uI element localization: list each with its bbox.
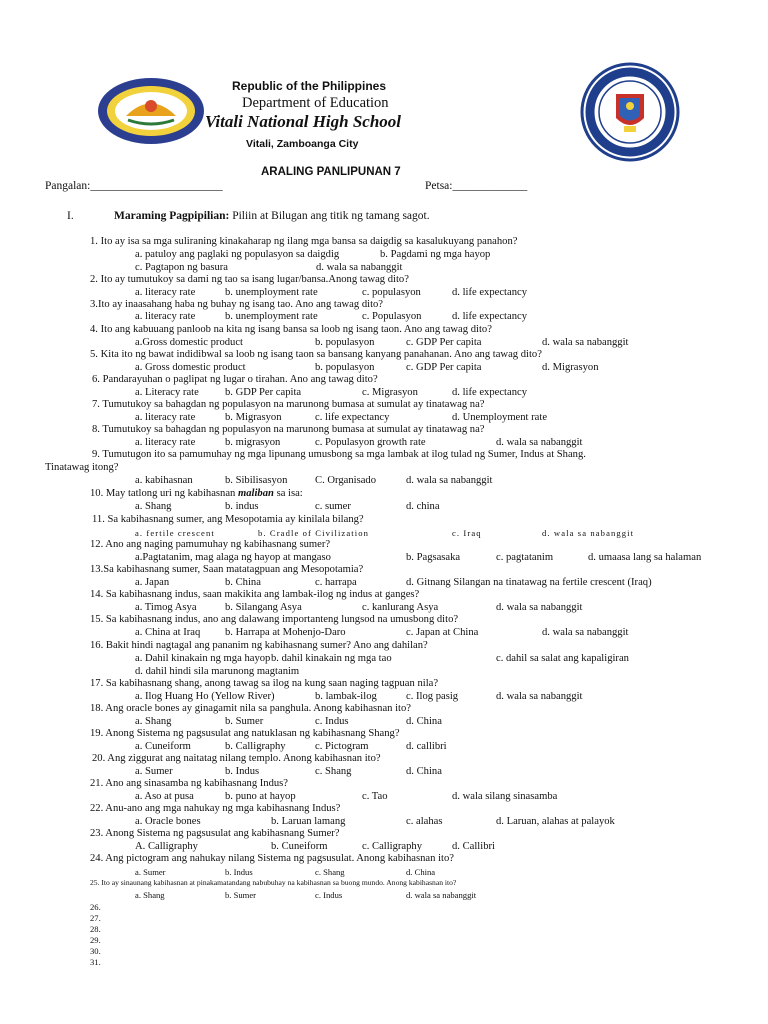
option[interactable]: a. literacy rate: [135, 311, 196, 322]
section-roman: I.: [67, 210, 74, 222]
question-2: 2. Ito ay tumutukoy sa dami ng tao sa isang lugar/bansa.Anong tawag dito?: [90, 274, 409, 285]
blank-item: 30.: [90, 946, 101, 956]
option[interactable]: b. GDP Per capita: [225, 387, 302, 398]
option[interactable]: d. wala sa nabanggit: [496, 437, 583, 448]
subject-title: ARALING PANLIPUNAN 7: [261, 166, 401, 178]
option[interactable]: d. wala sa nabanggit: [542, 627, 629, 638]
option[interactable]: C. Organisado: [315, 475, 377, 486]
option[interactable]: c. Calligraphy: [362, 841, 423, 852]
option[interactable]: c. GDP Per capita: [406, 362, 482, 373]
option[interactable]: c. populasyon: [362, 287, 421, 298]
question-24: 24. Ang pictogram ang nahukay nilang Sistema ng pagsusulat. Anong kabihasnan ito?: [90, 853, 454, 864]
option[interactable]: a.Pagtatanim, mag alaga ng hayop at mangaso: [135, 552, 331, 563]
option[interactable]: c. Indus: [315, 716, 349, 727]
question-7: 7. Tumutukoy sa bahagdan ng populasyon na marunong bumasa at sumulat ay tinatawag na?: [92, 399, 485, 410]
option[interactable]: a. patuloy ang paglaki ng populasyon sa daigdig: [135, 249, 340, 260]
blank-item: 26.: [90, 902, 101, 912]
option[interactable]: c. kanlurang Asya: [362, 602, 439, 613]
option[interactable]: d. life expectancy: [452, 287, 527, 298]
question-3: 3.Ito ay inaasahang haba ng buhay ng isang tao. Ano ang tawag dito?: [90, 299, 384, 310]
deped-seal: [580, 62, 680, 162]
option[interactable]: c. Tao: [362, 791, 388, 802]
question-10-text-end: sa isa:: [273, 488, 303, 499]
question-1: 1. Ito ay isa sa mga suliraning kinakaharap ng ilang mga bansa sa daigdig sa kasalukuyang panahon?: [90, 236, 518, 247]
option[interactable]: b. Cuneiform: [271, 841, 328, 852]
option[interactable]: a. Shang: [135, 501, 172, 512]
option[interactable]: b. Laruan lamang: [271, 816, 346, 827]
option[interactable]: d. wala sa nabanggit: [496, 691, 583, 702]
option[interactable]: a. Shang: [135, 890, 165, 900]
option[interactable]: c. dahil sa salat ang kapaligiran: [496, 653, 629, 664]
option[interactable]: c. sumer: [315, 501, 351, 512]
option[interactable]: b. puno at hayop: [225, 791, 296, 802]
option[interactable]: b. indus: [225, 501, 259, 512]
option[interactable]: d. wala sa nabanggit: [542, 528, 635, 538]
question-16: 16. Bakit hindi nagtagal ang pananim ng kabihasnang sumer? Ano ang dahilan?: [90, 640, 428, 651]
option[interactable]: a. Cuneiform: [135, 741, 191, 752]
option[interactable]: a. kabihasnan: [135, 475, 193, 486]
option[interactable]: c. life expectancy: [315, 412, 390, 423]
option[interactable]: a. Shang: [135, 716, 172, 727]
date-field[interactable]: Petsa:_____________: [425, 180, 528, 192]
school-seal-icon: [96, 76, 206, 146]
option[interactable]: c. Pagtapon ng basura: [135, 262, 228, 273]
option[interactable]: a. China at Iraq: [135, 627, 201, 638]
option[interactable]: d. China: [406, 716, 442, 727]
blank-item: 31.: [90, 957, 101, 967]
school-name: Vitali National High School: [205, 112, 402, 131]
option[interactable]: d. life expectancy: [452, 311, 527, 322]
question-14: 14. Sa kabihasnang indus, saan makikita ang lambak-ilog ng indus at ganges?: [90, 589, 420, 600]
option[interactable]: b. Sibilisasyon: [225, 475, 288, 486]
option[interactable]: d. wala silang sinasamba: [452, 791, 558, 802]
option[interactable]: a. Gross domestic product: [135, 362, 246, 373]
option[interactable]: a. Aso at pusa: [135, 791, 194, 802]
option[interactable]: a. literacy rate: [135, 437, 196, 448]
option[interactable]: a. literacy rate: [135, 412, 196, 423]
question-13: 13.Sa kabihasnang sumer, Saan matatagpuan ang Mesopotamia?: [90, 564, 364, 575]
option[interactable]: c. Shang: [315, 867, 345, 877]
option[interactable]: b. dahil kinakain ng mga tao: [271, 653, 392, 664]
option[interactable]: a. Dahil kinakain ng mga hayop: [135, 653, 271, 664]
option[interactable]: c. Populasyon growth rate: [315, 437, 426, 448]
option[interactable]: b. Cradle of Civilization: [258, 528, 370, 538]
option[interactable]: b. Sumer: [225, 716, 264, 727]
school-seal: [96, 76, 206, 146]
question-25: 25. Ito ay sinaunang kabihasnan at pinakamatandang nabubuhay na kabihasnan sa buong mundo. Anong kabihasnan ito?: [90, 878, 457, 887]
option[interactable]: c. GDP Per capita: [406, 337, 482, 348]
option[interactable]: d. China: [406, 766, 442, 777]
option[interactable]: a. literacy rate: [135, 287, 196, 298]
option[interactable]: d. Callibri: [452, 841, 495, 852]
option[interactable]: d. wala sa nabanggit: [406, 475, 493, 486]
option[interactable]: c. Japan at China: [406, 627, 479, 638]
option[interactable]: d. China: [406, 867, 436, 877]
option[interactable]: d. wala sa nabanggit: [406, 890, 477, 900]
question-10-emphasis: maliban: [238, 488, 274, 499]
deped-seal-icon: [580, 62, 680, 162]
option[interactable]: d. wala sa nabanggit: [316, 262, 403, 273]
option[interactable]: d. wala sa nabanggit: [542, 337, 629, 348]
question-15: 15. Sa kabihasnang indus, ano ang dalawang importanteng lungsod na umusbong dito?: [90, 614, 459, 625]
question-10: [90, 489, 303, 500]
option[interactable]: b. Pagdami ng mga hayop: [380, 249, 491, 260]
option[interactable]: a. Oracle bones: [135, 816, 201, 827]
option[interactable]: c. Indus: [315, 890, 343, 900]
department-line: Department of Education: [242, 95, 389, 111]
option[interactable]: b. Sumer: [225, 890, 257, 900]
option[interactable]: d. umaasa lang sa halaman: [588, 552, 702, 563]
option[interactable]: a. fertile crescent: [135, 528, 215, 538]
question-23: 23. Anong Sistema ng pagsusulat ang kabihasnang Sumer?: [90, 828, 340, 839]
blank-item: 29.: [90, 935, 101, 945]
option[interactable]: b. lambak-ilog: [315, 691, 377, 702]
option[interactable]: d. Unemployment rate: [452, 412, 548, 423]
option[interactable]: b. Harrapa at Mohenjo-Daro: [225, 627, 346, 638]
option[interactable]: b. Pagsasaka: [406, 552, 461, 563]
option[interactable]: a. Sumer: [135, 766, 173, 777]
option[interactable]: d. wala sa nabanggit: [496, 602, 583, 613]
republic-line: Republic of the Philippines: [232, 79, 387, 93]
name-field[interactable]: Pangalan:_______________________: [45, 180, 223, 192]
option[interactable]: c. Iraq: [452, 528, 482, 538]
question-11: 11. Sa kabihasnang sumer, ang Mesopotamia ay kinilala bilang?: [92, 514, 364, 525]
question-6: 6. Pandarayuhan o paglipat ng lugar o tirahan. Ano ang tawag dito?: [92, 374, 378, 385]
option[interactable]: c. harrapa: [315, 577, 357, 588]
section-heading: [114, 210, 430, 222]
option[interactable]: c. Populasyon: [362, 311, 422, 322]
option[interactable]: b. Silangang Asya: [225, 602, 302, 613]
blank-item: 27.: [90, 913, 101, 923]
question-12: 12. Ano ang naging pamumuhay ng kabihasnang sumer?: [90, 539, 331, 550]
question-4: 4. Ito ang kabuuang panloob na kita ng isang bansa sa loob ng isang taon. Ano ang tawag dito?: [90, 324, 492, 335]
option[interactable]: b. China: [225, 577, 261, 588]
option[interactable]: d. Laruan, alahas at palayok: [496, 816, 615, 827]
question-9: 9. Tumutugon ito sa pamumuhay ng mga lipunang umusbong sa mga lambak at ilog tulad ng Sumer, Indus at Shang.: [92, 449, 586, 460]
option[interactable]: c. pagtatanim: [496, 552, 554, 563]
option[interactable]: d. callibri: [406, 741, 447, 752]
question-21: 21. Ano ang sinasamba ng kabihasnang Indus?: [90, 778, 289, 789]
option[interactable]: d. life expectancy: [452, 387, 527, 398]
option[interactable]: c. Ilog pasig: [406, 691, 459, 702]
option[interactable]: A. Calligraphy: [135, 841, 198, 852]
question-8: 8. Tumutukoy sa bahagdan ng populasyon na marunong bumasa at sumulat ay tinatawag na?: [92, 424, 485, 435]
option[interactable]: a. Literacy rate: [135, 387, 199, 398]
option[interactable]: a.Gross domestic product: [135, 337, 243, 348]
option[interactable]: d. Gitnang Silangan na tinatawag na fertile crescent (Iraq): [406, 577, 652, 588]
option[interactable]: c. Shang: [315, 766, 352, 777]
option[interactable]: b. unemployment rate: [225, 311, 318, 322]
school-address: Vitali, Zamboanga City: [246, 138, 359, 150]
section-instruction: Piliin at Bilugan ang titik ng tamang sagot.: [229, 210, 430, 222]
option[interactable]: c. alahas: [406, 816, 443, 827]
question-20: 20. Ang ziggurat ang naitatag nilang templo. Anong kabihasnan ito?: [92, 753, 381, 764]
option[interactable]: d. china: [406, 501, 440, 512]
option[interactable]: c. Migrasyon: [362, 387, 418, 398]
option[interactable]: a. Japan: [135, 577, 170, 588]
option[interactable]: a. Timog Asya: [135, 602, 197, 613]
option[interactable]: c. Pictogram: [315, 741, 369, 752]
option[interactable]: b. unemployment rate: [225, 287, 318, 298]
question-10-text: 10. May tatlong uri ng kabihasnan: [90, 488, 238, 499]
option[interactable]: b. migrasyon: [225, 437, 281, 448]
option[interactable]: a. Sumer: [135, 867, 166, 877]
question-9-continuation: Tinatawag itong?: [45, 462, 119, 473]
question-17: 17. Sa kabihasnang shang, anong tawag sa ilog na kung saan naging tagpuan nila?: [90, 678, 439, 689]
section-title: Maraming Pagpipilian:: [114, 210, 230, 222]
option[interactable]: d. Migrasyon: [542, 362, 599, 373]
blank-item: 28.: [90, 924, 101, 934]
option[interactable]: a. Ilog Huang Ho (Yellow River): [135, 691, 275, 702]
option[interactable]: b. populasyon: [315, 362, 375, 373]
question-18: 18. Ang oracle bones ay ginagamit nila sa panghula. Anong kabihasnan ito?: [90, 703, 411, 714]
option[interactable]: b. Indus: [225, 867, 253, 877]
option[interactable]: b. Indus: [225, 766, 260, 777]
option[interactable]: b. populasyon: [315, 337, 375, 348]
question-5: 5. Kita ito ng bawat indidibwal sa loob ng isang taon sa bansang kanyang panahanan. Ano ang tawag dito?: [90, 349, 542, 360]
question-19: 19. Anong Sistema ng pagsusulat ang natuklasan ng kabihasnang Shang?: [90, 728, 400, 739]
option[interactable]: b. Calligraphy: [225, 741, 286, 752]
option[interactable]: d. dahil hindi sila marunong magtanim: [135, 666, 300, 677]
option[interactable]: b. Migrasyon: [225, 412, 282, 423]
question-22: 22. Anu-ano ang mga nahukay ng mga kabihasnang Indus?: [90, 803, 341, 814]
